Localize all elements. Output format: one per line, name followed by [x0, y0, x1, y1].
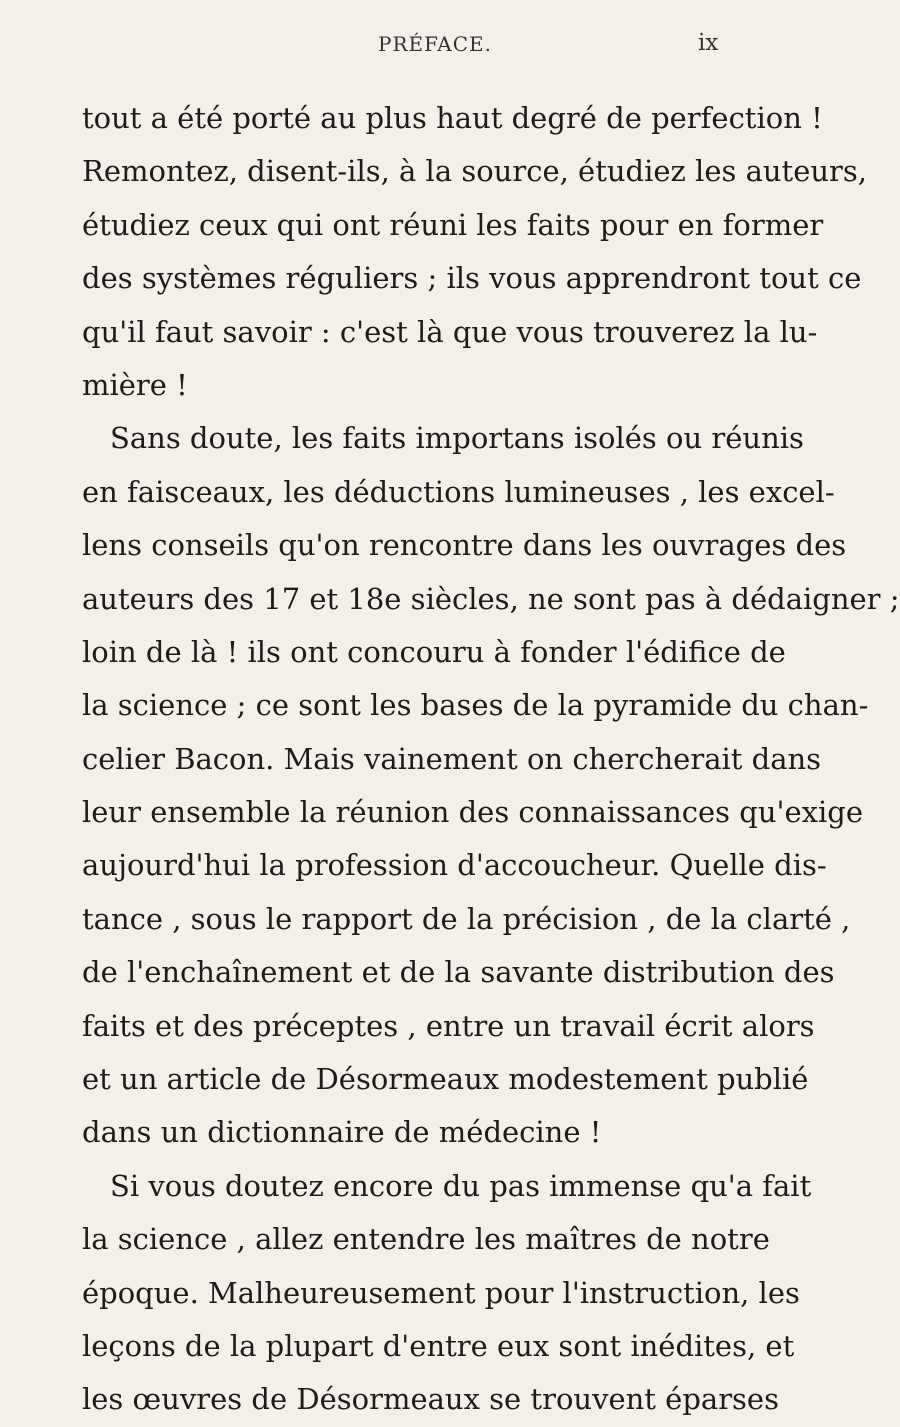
text-line: en faisceaux, les déductions lumineuses , les excel- — [82, 474, 835, 509]
text-line: Sans doute, les faits importans isolés ou réunis — [110, 421, 804, 456]
text-line: la science , allez entendre les maîtres de notre — [82, 1222, 770, 1257]
text-line: tout a été porté au plus haut degré de perfection ! — [82, 101, 823, 135]
page-header — [0, 18, 800, 58]
text-line: époque. Malheureusement pour l'instruction, les — [82, 1275, 800, 1310]
text-line: tance , sous le rapport de la précision , de la clarté , — [82, 901, 851, 936]
text-line: qu'il faut savoir : c'est là que vous trouverez la lu- — [82, 314, 818, 349]
text-line: et un article de Désormeaux modestement publié — [82, 1062, 809, 1097]
running-head: PRÉFACE. — [378, 32, 492, 56]
text-line: étudiez ceux qui ont réuni les faits pour en former — [82, 207, 824, 242]
text-line: lens conseils qu'on rencontre dans les ouvrages des — [82, 528, 847, 563]
text-line: les œuvres de Désormeaux se trouvent éparses — [82, 1382, 779, 1417]
text-line: auteurs des 17 et 18e siècles, ne sont pas à dédaigner ; — [82, 581, 900, 616]
text-line: mière ! — [82, 367, 188, 402]
text-line: loin de là ! ils ont concouru à fonder l'édifice de — [82, 634, 786, 669]
text-line: des systèmes réguliers ; ils vous apprendront tout ce — [82, 261, 862, 296]
text-line: la science ; ce sont les bases de la pyramide du chan- — [82, 688, 869, 723]
text-line: dans un dictionnaire de médecine ! — [82, 1115, 602, 1150]
body-text — [82, 92, 900, 1427]
text-line: Si vous doutez encore du pas immense qu'a fait — [110, 1168, 812, 1203]
text-line: celier Bacon. Mais vainement on chercherait dans — [82, 741, 822, 776]
text-line: leçons de la plupart d'entre eux sont inédites, et — [82, 1328, 795, 1363]
text-line: faits et des préceptes , entre un travail écrit alors — [82, 1008, 815, 1043]
text-line: Remontez, disent-ils, à la source, étudiez les auteurs, — [82, 154, 868, 189]
page-number: ix — [698, 30, 719, 56]
text-line: aujourd'hui la profession d'accoucheur. Quelle dis- — [82, 848, 827, 883]
text-line: de l'enchaînement et de la savante distribution des — [82, 955, 835, 990]
text-line: leur ensemble la réunion des connaissances qu'exige — [82, 795, 864, 830]
